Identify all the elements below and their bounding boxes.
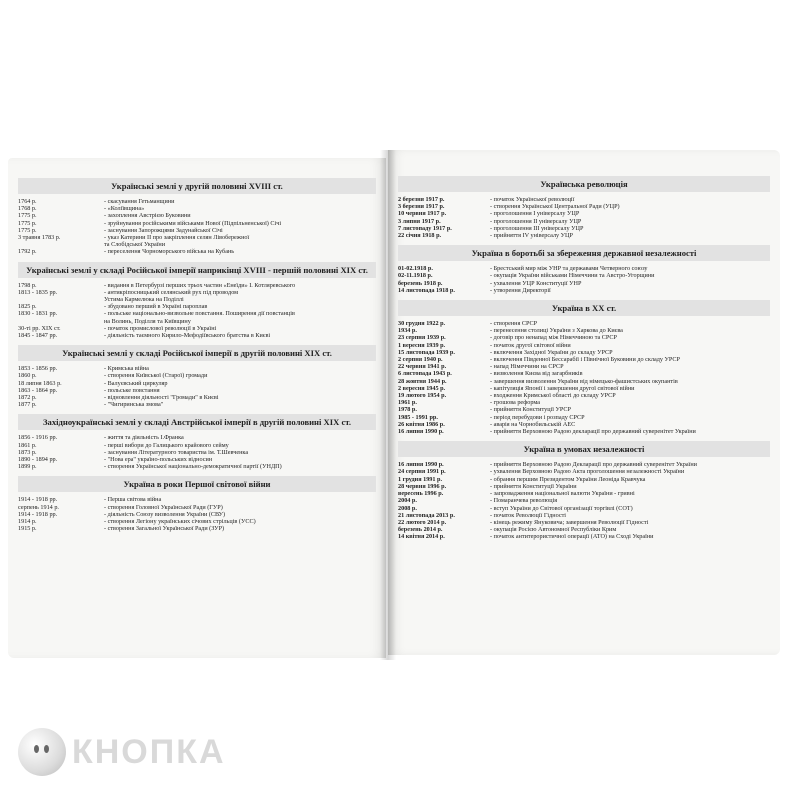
section-title: Західноукраїнські землі у складі Австрійської імперії в другій половині XIX ст. bbox=[18, 414, 376, 430]
timeline-section bbox=[8, 414, 386, 470]
event-date: 1899 р. bbox=[18, 463, 37, 471]
event-date: 22 червня 1941 р. bbox=[398, 363, 447, 371]
event-description: - польське національно-визвольне повстання. Поширення дії повстанців на Волинь, Поділля та Київщину bbox=[104, 310, 295, 325]
timeline-section bbox=[8, 476, 386, 532]
event-date: 1764 р. bbox=[18, 198, 37, 205]
event-date: серпень 1914 р. bbox=[18, 503, 59, 511]
event-date: 2008 р. bbox=[398, 504, 417, 512]
book-spine bbox=[380, 150, 396, 660]
event-date: 2004 р. bbox=[398, 497, 417, 505]
event-description: - аварія на Чорнобильській АЕС bbox=[490, 420, 576, 428]
event-description: - відновлення діяльності "Громади" в Києві bbox=[104, 394, 219, 402]
event-description: - створення СРСР bbox=[490, 320, 538, 328]
event-description: - створення Української національно-демократичної партії (УНДП) bbox=[104, 463, 282, 471]
event-date: 14 квітня 2014 р. bbox=[398, 533, 445, 541]
event-date: 1 грудня 1991 р. bbox=[398, 475, 443, 483]
event-date: 1978 р. bbox=[398, 406, 417, 414]
timeline-row bbox=[398, 461, 770, 468]
open-booklet bbox=[8, 150, 783, 660]
event-date: 7 листопаду 1917 р. bbox=[398, 224, 452, 232]
timeline-row bbox=[398, 272, 770, 279]
timeline-row bbox=[18, 372, 376, 379]
timeline-row bbox=[18, 401, 376, 408]
event-description: - польське повстання bbox=[104, 386, 160, 394]
event-date: 1877 р. bbox=[18, 401, 37, 409]
event-date: 1856 - 1916 рр. bbox=[18, 434, 58, 442]
timeline-row bbox=[398, 196, 770, 203]
left-page-content bbox=[8, 178, 386, 539]
timeline-row bbox=[18, 332, 376, 339]
event-description: - ухвалення УЦР Конституції УНР bbox=[490, 279, 582, 287]
timeline-row bbox=[398, 287, 770, 294]
event-description: - заснування Запорожцями Задунайської Січі bbox=[104, 226, 223, 234]
event-date: 3 липня 1917 р. bbox=[398, 217, 441, 225]
event-description: - указ Катерини ІІ про закріплення селян Лівобережної та Слобідської України bbox=[104, 234, 250, 249]
event-date: березень 2014 р. bbox=[398, 526, 443, 534]
event-date: 1775 р. bbox=[18, 226, 37, 234]
event-date: 1860 р. bbox=[18, 372, 37, 380]
event-description: - «Коліївщина» bbox=[104, 205, 145, 213]
event-date: 28 червня 1996 р. bbox=[398, 482, 447, 490]
event-description: - прийняття Верховною Радою Декларації про державний суверенітет України bbox=[490, 461, 697, 469]
timeline-row bbox=[398, 414, 770, 421]
timeline-row bbox=[18, 394, 376, 401]
event-date: 18 липня 1863 р. bbox=[18, 379, 62, 387]
timeline-row bbox=[398, 280, 770, 287]
timeline-row bbox=[398, 349, 770, 356]
event-date: 3 травня 1783 р. bbox=[18, 234, 61, 242]
section-title: Українські землі у складі Російської імперії наприкінці XVIII - першій половині XIX ст. bbox=[18, 262, 376, 278]
event-date: 3 березня 1917 р. bbox=[398, 203, 445, 211]
section-title: Українська революція bbox=[398, 176, 770, 192]
timeline-section bbox=[388, 300, 780, 435]
event-date: 19 лютого 1954 р. bbox=[398, 392, 447, 400]
event-date: 1830 - 1831 рр. bbox=[18, 310, 58, 318]
event-description: - Помаранчева революція bbox=[490, 497, 558, 505]
event-date: 1914 - 1918 рр. bbox=[18, 510, 58, 518]
timeline-row bbox=[18, 282, 376, 289]
event-date: 1915 р. bbox=[18, 525, 37, 533]
timeline-row bbox=[398, 363, 770, 370]
event-description: - утворення Директорії bbox=[490, 286, 551, 294]
timeline-row bbox=[18, 289, 376, 303]
event-date: 1914 - 1918 рр. bbox=[18, 496, 58, 504]
timeline-row bbox=[398, 342, 770, 349]
event-description: - зруйнування російськими військами Нової (Підпільненської) Січі bbox=[104, 219, 282, 227]
event-description: - створення Загальної Української Ради (ЗУР) bbox=[104, 525, 225, 533]
timeline-row bbox=[398, 476, 770, 483]
timeline-row bbox=[398, 378, 770, 385]
event-date: 02-11.1918 р. bbox=[398, 272, 433, 280]
event-description: - вступ України до Світової організації торгівлі (СОТ) bbox=[490, 504, 633, 512]
event-description: - запровадження національної валюти України - гривні bbox=[490, 490, 635, 498]
timeline-row bbox=[18, 234, 376, 248]
timeline-row bbox=[398, 512, 770, 519]
timeline-row bbox=[18, 227, 376, 234]
event-description: - життя та діяльність І.Франка bbox=[104, 434, 184, 442]
event-description: - перші вибори до Галицького крайового сейму bbox=[104, 441, 229, 449]
timeline-row bbox=[18, 525, 376, 532]
event-date: 21 листопада 2013 р. bbox=[398, 511, 455, 519]
event-description: - прийняття Конституції України bbox=[490, 482, 577, 490]
timeline-row bbox=[398, 327, 770, 334]
event-description: - Перша світова війна bbox=[104, 496, 162, 504]
event-description: - Брестський мир між УНР та державами Четверного союзу bbox=[490, 265, 648, 273]
event-date: 1825 р. bbox=[18, 303, 37, 311]
timeline-row bbox=[398, 203, 770, 210]
event-description: - прийняття Верховною Радою декларації про державний суверенітет України bbox=[490, 428, 696, 436]
timeline-row bbox=[398, 468, 770, 475]
timeline-row bbox=[18, 442, 376, 449]
section-title: Українські землі у другій половині XVIII ст. bbox=[18, 178, 376, 194]
event-description: - окупація Росією Автономної Республіки Крим bbox=[490, 526, 617, 534]
event-description: - заснування Літературного товариства ім. Т.Шевченка bbox=[104, 448, 249, 456]
timeline-row bbox=[18, 387, 376, 394]
event-date: 22 лютого 2014 р. bbox=[398, 518, 447, 526]
event-date: 1863 - 1864 рр. bbox=[18, 386, 58, 394]
event-description: - ухвалення Верховною Радою Акта проголошення незалежності України bbox=[490, 468, 685, 476]
timeline-row bbox=[398, 265, 770, 272]
timeline-row bbox=[398, 392, 770, 399]
event-description: - "Чигиринська змова" bbox=[104, 401, 164, 409]
event-description: - прийняття IV універсалу УЦР bbox=[490, 232, 573, 240]
event-date: 10 червня 1917 р. bbox=[398, 210, 447, 218]
event-date: 1798 р. bbox=[18, 281, 37, 289]
event-date: 24 серпня 1991 р. bbox=[398, 468, 446, 476]
section-title: Україна в XX ст. bbox=[398, 300, 770, 316]
timeline-row bbox=[398, 428, 770, 435]
event-description: - антикріпосницький селянський рух під проводом Устима Кармелюка на Поділлі bbox=[104, 288, 239, 304]
timeline-section bbox=[388, 245, 780, 294]
event-date: 23 серпня 1939 р. bbox=[398, 334, 446, 342]
timeline-row bbox=[398, 519, 770, 526]
watermark-logo bbox=[18, 728, 226, 776]
section-title: Українські землі у складі Російської імперії в другій половині XIX ст. bbox=[18, 345, 376, 361]
timeline-row bbox=[18, 248, 376, 255]
section-title: Україна в умовах незалежності bbox=[398, 441, 770, 457]
event-date: 2 березня 1917 р. bbox=[398, 196, 445, 203]
event-date: 16 липня 1990 р. bbox=[398, 428, 444, 436]
timeline-row bbox=[18, 325, 376, 332]
event-description: - видання в Петербурзі перших трьох частин «Енеїди» І. Котляревського bbox=[104, 281, 296, 289]
event-date: 1873 р. bbox=[18, 448, 37, 456]
section-title: Україна в роки Першої світової війни bbox=[18, 476, 376, 492]
timeline-section bbox=[8, 345, 386, 408]
event-date: 15 листопада 1939 р. bbox=[398, 348, 455, 356]
event-description: - діяльність Союзу визволення України (СВУ) bbox=[104, 510, 226, 518]
event-description: - створення Головної Української Ради (ГУР) bbox=[104, 503, 223, 511]
event-description: - завершення визволення України від німецько-фашистських окупантів bbox=[490, 377, 678, 385]
event-date: 1961 р. bbox=[398, 399, 417, 407]
timeline-row bbox=[398, 225, 770, 232]
timeline-row bbox=[398, 399, 770, 406]
event-description: - перенесення столиці України з Харкова до Києва bbox=[490, 327, 623, 335]
timeline-row bbox=[18, 496, 376, 503]
event-date: 30-ті рр. XIX ст. bbox=[18, 324, 61, 332]
timeline-row bbox=[398, 334, 770, 341]
event-description: - входження Кримської області до складу УРСР bbox=[490, 392, 616, 400]
event-date: 1792 р. bbox=[18, 248, 37, 256]
timeline-row bbox=[18, 198, 376, 205]
timeline-row bbox=[18, 518, 376, 525]
timeline-section bbox=[388, 441, 780, 540]
event-description: - період перебудови і розпаду СРСР bbox=[490, 413, 585, 421]
timeline-section bbox=[8, 178, 386, 256]
event-description: - включення Західної України до складу УРСР bbox=[490, 348, 613, 356]
timeline-row bbox=[18, 463, 376, 470]
right-page-content bbox=[388, 176, 780, 547]
event-date: 2 вересня 1945 р. bbox=[398, 384, 446, 392]
event-description: - Кримська війна bbox=[104, 365, 149, 373]
timeline-row bbox=[398, 232, 770, 239]
timeline-row bbox=[18, 434, 376, 441]
event-description: - початок Революції Гідності bbox=[490, 511, 566, 519]
event-description: - "Нова ера" україно-польських відносин bbox=[104, 456, 213, 464]
button-mascot-icon bbox=[18, 728, 66, 776]
event-date: 22 січня 1918 р. bbox=[398, 232, 442, 240]
event-description: - напад Німеччини на СРСР bbox=[490, 363, 564, 371]
event-description: - скасування Гетьманщини bbox=[104, 198, 175, 205]
timeline-row bbox=[398, 218, 770, 225]
event-description: - діяльність таємного Кирило-Мефодіївського братства в Києві bbox=[104, 332, 271, 340]
event-date: 1890 - 1894 рр. bbox=[18, 456, 58, 464]
event-description: - Валуєвський циркуляр bbox=[104, 379, 168, 387]
timeline-row bbox=[398, 385, 770, 392]
event-description: - початок другої світової війни bbox=[490, 341, 571, 349]
event-date: 6 листопада 1943 р. bbox=[398, 370, 452, 378]
event-description: - капітуляція Японії і завершення другої світової війни bbox=[490, 384, 635, 392]
event-date: 1914 р. bbox=[18, 518, 37, 526]
event-description: - обрання першим Президентом України Леоніда Кравчука bbox=[490, 475, 646, 483]
event-date: 1934 р. bbox=[398, 327, 417, 335]
timeline-row bbox=[18, 511, 376, 518]
event-description: - проголошення ІІІ універсалу УЦР bbox=[490, 224, 584, 232]
event-date: 1768 р. bbox=[18, 205, 37, 213]
event-description: - створення Легіону українських січових стрільців (УСС) bbox=[104, 518, 256, 526]
timeline-row bbox=[18, 205, 376, 212]
event-description: - захоплення Австрією Буковини bbox=[104, 212, 191, 220]
timeline-row bbox=[398, 370, 770, 377]
timeline-row bbox=[18, 449, 376, 456]
timeline-row bbox=[18, 456, 376, 463]
timeline-row bbox=[18, 303, 376, 310]
event-date: 28 жовтня 1944 р. bbox=[398, 377, 447, 385]
timeline-section bbox=[388, 176, 780, 239]
timeline-row bbox=[398, 406, 770, 413]
event-date: березень 1918 р. bbox=[398, 279, 443, 287]
event-date: 01-02.1918 р. bbox=[398, 265, 433, 273]
watermark-text: КНОПКА bbox=[72, 732, 226, 771]
event-description: - створення Київської (Старої) громади bbox=[104, 372, 208, 380]
event-description: - прийняття Конституції УРСР bbox=[490, 406, 571, 414]
section-title: Україна в боротьбі за збереження державної незалежності bbox=[398, 245, 770, 261]
event-date: 1872 р. bbox=[18, 394, 37, 402]
event-description: - визволення Києва від загарбників bbox=[490, 370, 583, 378]
event-date: 1775 р. bbox=[18, 212, 37, 220]
event-description: - кінець режиму Януковича; завершення Революції Гідності bbox=[490, 518, 649, 526]
timeline-section bbox=[8, 262, 386, 340]
event-description: - договір про ненапад між Німеччиною та СРСР bbox=[490, 334, 617, 342]
event-description: - грошова реформа bbox=[490, 399, 540, 407]
event-description: - переселення Чорноморського війська на Кубань bbox=[104, 248, 235, 256]
event-date: 1813 - 1835 рр. bbox=[18, 288, 58, 296]
timeline-row bbox=[398, 210, 770, 217]
event-description: - включення Південної Бессарабії і Північної Буковини до складу УРСР bbox=[490, 356, 680, 364]
event-date: 1845 - 1847 рр. bbox=[18, 332, 58, 340]
event-date: 14 листопада 1918 р. bbox=[398, 286, 455, 294]
event-date: 2 серпня 1940 р. bbox=[398, 356, 443, 364]
timeline-row bbox=[18, 504, 376, 511]
event-date: 1861 р. bbox=[18, 441, 37, 449]
event-description: - окупація України військами Німеччини та Австро-Угорщини bbox=[490, 272, 655, 280]
timeline-row bbox=[398, 356, 770, 363]
timeline-row bbox=[398, 533, 770, 540]
event-description: - створення Української Центральної Ради (УЦР) bbox=[490, 203, 620, 211]
event-date: вересень 1996 р. bbox=[398, 490, 444, 498]
event-date: 1 вересня 1939 р. bbox=[398, 341, 446, 349]
event-date: 1775 р. bbox=[18, 219, 37, 227]
event-date: 1853 - 1856 рр. bbox=[18, 365, 58, 373]
event-description: - проголошення І універсалу УЦР bbox=[490, 210, 580, 218]
event-date: 1985 - 1991 рр. bbox=[398, 413, 438, 421]
timeline-row bbox=[398, 421, 770, 428]
timeline-row bbox=[398, 497, 770, 504]
right-page bbox=[388, 150, 780, 655]
timeline-row bbox=[398, 526, 770, 533]
timeline-row bbox=[18, 212, 376, 219]
timeline-row bbox=[18, 310, 376, 324]
timeline-row bbox=[18, 380, 376, 387]
timeline-row bbox=[398, 483, 770, 490]
event-description: - початок промислової революції в Україні bbox=[104, 324, 217, 332]
event-description: - проголошення ІІ універсалу УЦР bbox=[490, 217, 582, 225]
left-page bbox=[8, 158, 386, 658]
timeline-row bbox=[18, 365, 376, 372]
timeline-row bbox=[398, 490, 770, 497]
event-description: - збудовано перший в Україні пароплав bbox=[104, 303, 208, 311]
timeline-row bbox=[398, 505, 770, 512]
timeline-row bbox=[18, 220, 376, 227]
event-date: 16 липня 1990 р. bbox=[398, 461, 444, 469]
event-description: - початок Української революції bbox=[490, 196, 575, 203]
event-date: 26 квітня 1986 р. bbox=[398, 420, 445, 428]
event-description: - початок антитерористичної операції (АТО) на Сході України bbox=[490, 533, 654, 541]
event-date: 30 грудня 1922 р. bbox=[398, 320, 446, 328]
timeline-row bbox=[398, 320, 770, 327]
